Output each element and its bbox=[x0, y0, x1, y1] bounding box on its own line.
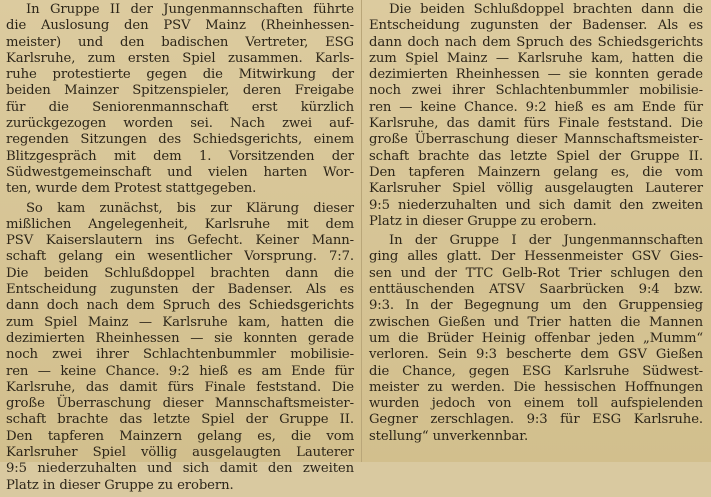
text-line: In der Gruppe I der Jungenmannschaften bbox=[389, 233, 703, 249]
text-line: Den tapferen Mainzern gelang es, die vom bbox=[369, 164, 703, 180]
text-line: PSV Kaiserslautern ins Gefecht. Keiner Mann- bbox=[6, 233, 354, 249]
text-line: Platz in dieser Gruppe zu erobern. bbox=[369, 213, 597, 229]
text-line: So kam zunächst, bis zur Klärung dieser bbox=[26, 200, 354, 216]
text-line: Entscheidung zugunsten der Badenser. Als es bbox=[6, 282, 354, 298]
text-line: beiden Mainzer Spitzenspieler, deren Freigabe bbox=[6, 83, 354, 99]
text-line: Den tapferen Mainzern gelang es, die vom bbox=[6, 428, 354, 444]
right-column bbox=[369, 2, 703, 448]
text-line: 9:5 niederzuhalten und sich damit den zweiten bbox=[369, 197, 703, 213]
text-line: wurden jedoch von einem toll aufspielenden bbox=[369, 396, 703, 412]
text-line: schaft gelang ein wesentlicher Vorsprung. 7:7. bbox=[6, 249, 354, 265]
paragraph bbox=[369, 2, 703, 230]
text-line: große Überraschung dieser Mannschaftsmeister- bbox=[369, 132, 703, 148]
text-line: dezimierten Rheinhessen — sie konnten gerade bbox=[369, 67, 703, 83]
text-line: sen und der TTC Gelb-Rot Trier schlugen den bbox=[369, 265, 703, 281]
text-line: ruhe protestierte gegen die Mitwirkung der bbox=[6, 67, 354, 83]
text-line: verloren. Sein 9:3 bescherte dem GSV Gießen bbox=[369, 347, 703, 363]
text-line: regenden Sitzungen des Schiedsgerichts, einem bbox=[6, 132, 354, 148]
text-line: Karlsruhe, zum ersten Spiel zusammen. Karls- bbox=[6, 50, 354, 66]
text-line: zum Spiel Mainz — Karlsruhe kam, hatten die bbox=[6, 314, 354, 330]
paragraph bbox=[6, 201, 354, 494]
text-line: Entscheidung zugunsten der Badenser. Als es bbox=[369, 18, 703, 34]
paragraph bbox=[6, 2, 354, 198]
text-line: Die beiden Schlußdoppel brachten dann die bbox=[6, 265, 354, 281]
text-line: 9:3. In der Begegnung um den Gruppensieg bbox=[369, 298, 703, 314]
text-line: zum Spiel Mainz — Karlsruhe kam, hatten die bbox=[369, 50, 703, 66]
column-divider bbox=[361, 0, 362, 462]
left-column bbox=[6, 2, 354, 497]
text-line: ren — keine Chance. 9:2 hieß es am Ende für bbox=[6, 363, 354, 379]
text-line: zurückgezogen worden sei. Nach zwei auf- bbox=[6, 116, 354, 132]
text-line: Karlsruher Spiel völlig ausgelaugten Lauterer bbox=[6, 445, 354, 461]
text-line: Südwestgemeinschaft und vielen harten Wor- bbox=[6, 164, 354, 180]
text-line: 9:5 niederzuhalten und sich damit den zweiten bbox=[6, 461, 354, 477]
text-line: meister) und den badischen Vertreter, ESG bbox=[6, 34, 354, 50]
text-line: für die Seniorenmannschaft erst kürzlich bbox=[6, 99, 354, 115]
text-line: zwischen Gießen und Trier hatten die Mannen bbox=[369, 314, 703, 330]
text-line: schaft brachte das letzte Spiel der Gruppe II. bbox=[369, 148, 703, 164]
text-line: meister zu werden. Die hessischen Hoffnungen bbox=[369, 379, 703, 395]
text-line: Gegner zerschlagen. 9:3 für ESG Karlsruhe. bbox=[369, 412, 703, 428]
text-line: Karlsruher Spiel völlig ausgelaugten Lauterer bbox=[369, 181, 703, 197]
text-line: um die Brüder Heinig offenbar jeden „Mumm“ bbox=[369, 330, 703, 346]
text-line: Karlsruhe, das damit fürs Finale feststand. Die bbox=[6, 379, 354, 395]
text-line: ren — keine Chance. 9:2 hieß es am Ende für bbox=[369, 99, 703, 115]
text-line: noch zwei ihrer Schlachtenbummler mobilisie- bbox=[6, 347, 354, 363]
text-line: ten, wurde dem Protest stattgegeben. bbox=[6, 181, 257, 197]
text-line: die Auslosung den PSV Mainz (Rheinhessen- bbox=[6, 18, 354, 34]
text-line: enttäuschenden ATSV Saarbrücken 9:4 bzw. bbox=[369, 282, 703, 298]
text-line: große Überraschung dieser Mannschaftsmeister- bbox=[6, 396, 354, 412]
text-line: noch zwei ihrer Schlachtenbummler mobilisie- bbox=[369, 83, 703, 99]
paragraph bbox=[369, 233, 703, 445]
text-line: dezimierten Rheinhessen — sie konnten gerade bbox=[6, 330, 354, 346]
text-line: Blitzgespräch mit dem 1. Vorsitzenden der bbox=[6, 148, 354, 164]
text-line: Karlsruhe, das damit fürs Finale feststand. Die bbox=[369, 116, 703, 132]
text-line: In Gruppe II der Jungenmannschaften führte bbox=[26, 2, 354, 17]
text-line: die Chance, gegen ESG Karlsruhe Südwest- bbox=[369, 363, 703, 379]
text-line: Platz in dieser Gruppe zu erobern. bbox=[6, 477, 234, 493]
text-line: schaft brachte das letzte Spiel der Gruppe II. bbox=[6, 412, 354, 428]
text-line: ging alles glatt. Der Hessenmeister GSV Gies- bbox=[369, 249, 703, 265]
text-line: stellung“ unverkennbar. bbox=[369, 428, 529, 444]
text-line: mißlichen Angelegenheit, Karlsruhe mit dem bbox=[6, 216, 354, 232]
text-line: dann doch nach dem Spruch des Schiedsgerichts bbox=[6, 298, 354, 314]
text-line: Die beiden Schlußdoppel brachten dann die bbox=[389, 2, 703, 17]
text-line: dann doch nach dem Spruch des Schiedsgerichts bbox=[369, 34, 703, 50]
